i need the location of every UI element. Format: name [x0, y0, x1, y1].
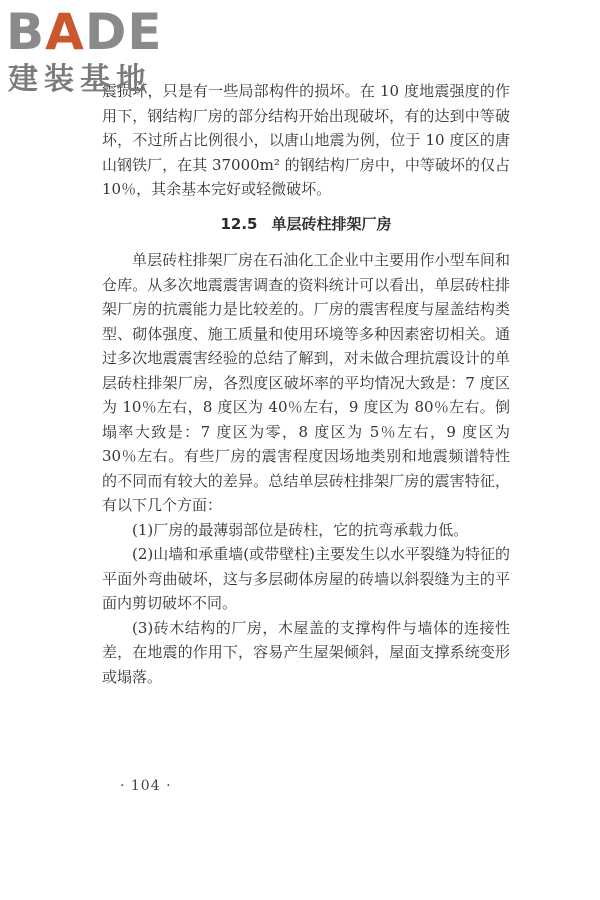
bade-logo	[6, 4, 176, 100]
list-item-3: (3)砖木结构的厂房，木屋盖的支撑构件与墙体的连接性差，在地震的作用下，容易产生屋架倾斜，屋面支撑系统变形或塌落。	[102, 618, 510, 686]
logo-tagline: 建装基地	[8, 62, 152, 97]
list-item-1: (1)厂房的最薄弱部位是砖柱，它的抗弯承载力低。	[132, 520, 469, 539]
section-body	[102, 248, 510, 689]
section-heading	[102, 212, 510, 236]
section-number: 12.5	[220, 215, 258, 233]
logo-letter-b: B	[6, 3, 46, 61]
intro-paragraph: 震损坏，只是有一些局部构件的损坏。在 10 度地震强度的作用下，钢结构厂房的部分结构开始出现破坏，有的达到中等破坏，不过所占比例很小，以唐山地震为例，位于 10 度区的唐山钢铁厂，在其 37000m² 的钢结构厂房中，中等破坏的仅占 10％，其余基本完好或轻微破坏。	[102, 82, 510, 198]
page-number: · 104 ·	[120, 778, 172, 794]
logo-letters-de: DE	[84, 3, 163, 61]
section-title: 单层砖柱排架厂房	[271, 215, 392, 233]
body-paragraph: 单层砖柱排架厂房在石油化工企业中主要用作小型车间和仓库。从多次地震震害调查的资料统计可以看出，单层砖柱排架厂房的抗震能力是比较差的。厂房的震害程度与屋盖结构类型、砌体强度、施工质量和使用环境等多种因素密切相关。通过多次地震震害经验的总结了解到，对未做合理抗震设计的单层砖柱排架厂房，各烈度区破坏率的平均情况大致是：7 度区为 10％左右，8 度区为 40％左右，9 度区为 80％左右。倒塌率大致是：7 度区为零，8 度区为 5％左右，9 度区为 30％左右。有些厂房的震害程度因场地类别和地震频谱特性的不同而有较大的差异。总结单层砖柱排架厂房的震害特征，有以下几个方面：	[102, 251, 510, 514]
logo-wordmark	[6, 4, 163, 60]
list-item-2: (2)山墙和承重墙(或带壁柱)主要发生以水平裂缝为特征的平面外弯曲破坏，这与多层砌体房屋的砖墙以斜裂缝为主的平面内剪切破坏不同。	[102, 545, 510, 612]
logo-letter-a: A	[45, 3, 85, 61]
